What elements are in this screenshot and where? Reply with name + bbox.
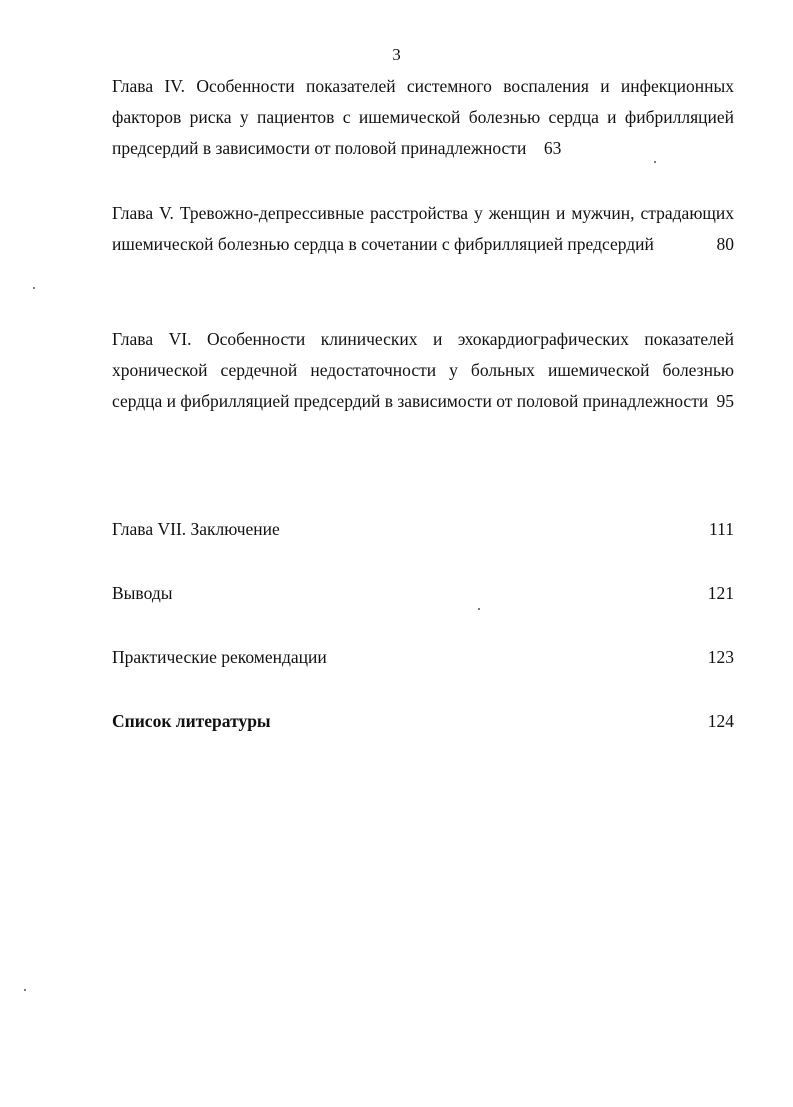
toc-entry-title <box>112 324 734 417</box>
scan-speck <box>478 608 480 610</box>
toc-entry-chapter-5 <box>112 198 734 260</box>
toc-entry-chapter-7 <box>112 514 734 545</box>
scan-speck <box>24 989 26 991</box>
toc-page-number: 123 <box>707 647 734 667</box>
toc-entry-chapter-4 <box>112 71 734 164</box>
toc-page-number: 95 <box>716 391 734 411</box>
toc-title-text: Глава VII. Заключение <box>112 519 280 539</box>
toc-page-number: 80 <box>716 234 734 254</box>
toc-title-text: Список литературы <box>112 711 271 731</box>
toc-title-text: Глава VI. Особенности клинических и эхокардиографических показателей хронической сердечной недостаточности у больных ишемической болезнью сердца и фибрилляцией предсердий в зависимости от половой принадлежности <box>112 329 734 411</box>
toc-title-text: Глава V. Тревожно-депрессивные расстройства у женщин и мужчин, страдающих ишемической болезнью сердца в сочетании с фибрилляцией предсердий <box>112 203 734 254</box>
toc-title-text: Глава IV. Особенности показателей системного воспаления и инфекционных факторов риска у пациентов с ишемической болезнью сердца и фибрилляцией предсердий в зависимости от половой принадлежности <box>112 76 734 158</box>
toc-entry-references <box>112 706 734 737</box>
toc-entry-title <box>112 198 734 260</box>
toc-page-number: 121 <box>707 583 734 603</box>
toc-entry-recommendations <box>112 642 734 673</box>
toc-entry-chapter-6 <box>112 324 734 417</box>
toc-page-number: 63 <box>543 138 562 158</box>
page-number: 3 <box>392 45 401 64</box>
toc-title-text: Выводы <box>112 583 173 603</box>
toc-entry-title <box>112 71 734 164</box>
toc-page-number: 124 <box>707 711 734 731</box>
toc-page-number: 111 <box>709 519 734 539</box>
scan-speck <box>654 161 656 163</box>
scan-speck <box>33 287 35 289</box>
toc-title-text: Практические рекомендации <box>112 647 327 667</box>
toc-entry-conclusions <box>112 578 734 609</box>
